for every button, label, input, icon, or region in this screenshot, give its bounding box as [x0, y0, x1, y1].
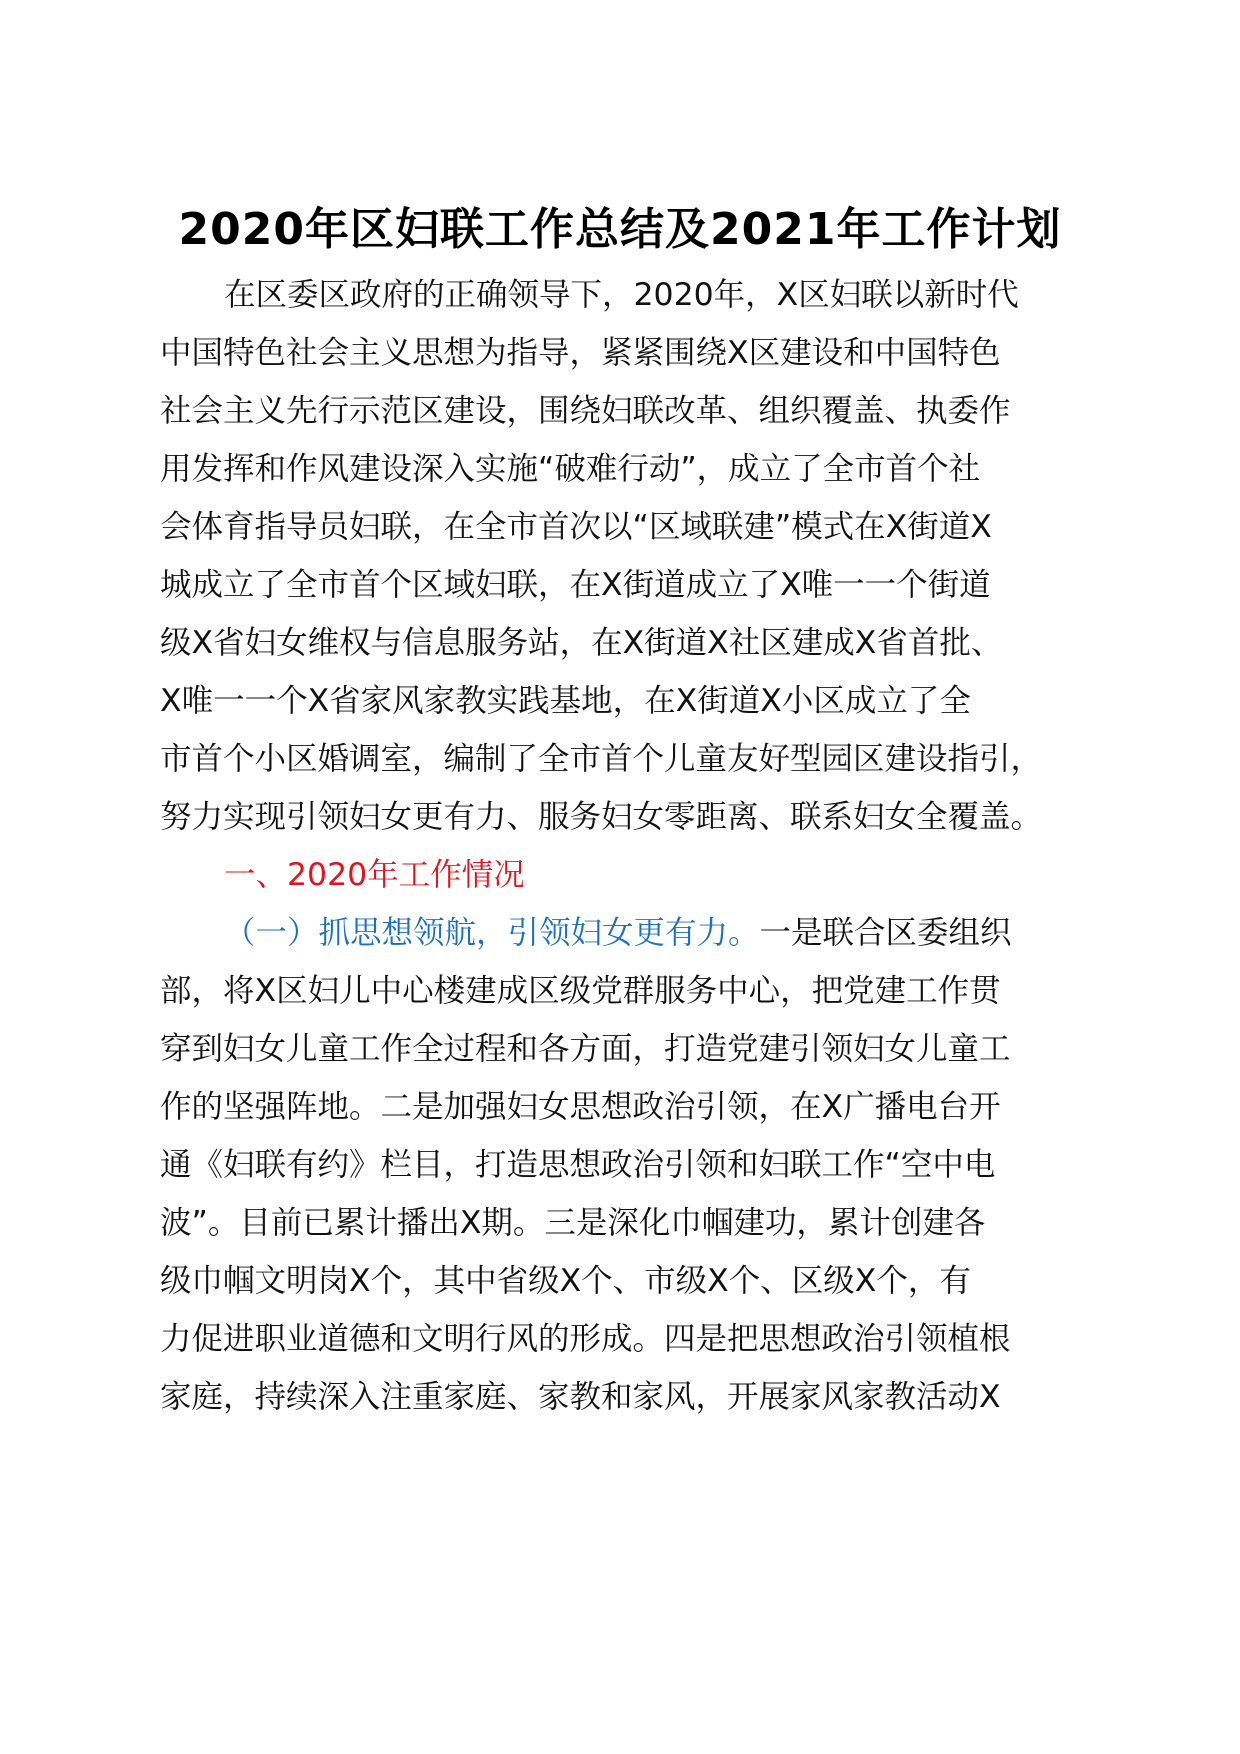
document-title: 2020年区妇联工作总结及2021年工作计划 — [178, 204, 1062, 255]
paragraph-line: 市首个小区婚调室，编制了全市首个儿童友好型园区建设指引， — [160, 741, 1043, 777]
paragraph-line: 力促进职业道德和文明行风的形成。四是把思想政治引领植根 — [160, 1321, 1011, 1357]
subsection-first-line-text: 一是联合区委组织 — [759, 915, 1012, 951]
paragraph-line: 级X省妇女维权与信息服务站，在X街道X社区建成X省首批、 — [160, 625, 1003, 661]
paragraph-line: 努力实现引领妇女更有力、服务妇女零距离、联系妇女全覆盖。 — [160, 799, 1043, 835]
paragraph-line: 穿到妇女儿童工作全过程和各方面，打造党建引领妇女儿童工 — [160, 1031, 1011, 1067]
paragraph-line: 通《妇联有约》栏目，打造思想政治引领和妇联工作“空中电 — [160, 1147, 996, 1183]
paragraph-line: 城成立了全市首个区域妇联，在X街道成立了X唯一一个街道 — [160, 567, 991, 603]
subsection-heading: （一）抓思想领航，引领妇女更有力。 — [224, 915, 760, 951]
paragraph-line: 家庭，持续深入注重家庭、家教和家风，开展家风家教活动X — [160, 1379, 1001, 1415]
paragraph-line: 会体育指导员妇联，在全市首次以“区域联建”模式在X街道X — [160, 509, 992, 545]
paragraph-line: 社会主义先行示范区建设，围绕妇联改革、组织覆盖、执委作 — [160, 393, 1011, 429]
subsection-first-line — [224, 911, 1012, 955]
paragraph-line: 中国特色社会主义思想为指导，紧紧围绕X区建设和中国特色 — [160, 335, 1001, 371]
paragraph-line: 波”。目前已累计播出X期。三是深化巾帼建功，累计创建各 — [160, 1205, 986, 1241]
paragraph-line: 用发挥和作风建设深入实施“破难行动”，成立了全市首个社 — [160, 451, 981, 487]
paragraph-line: 级巾帼文明岗X个，其中省级X个、市级X个、区级X个，有 — [160, 1263, 971, 1299]
paragraph-line: 部，将X区妇儿中心楼建成区级党群服务中心，把党建工作贯 — [160, 973, 1001, 1009]
paragraph-line: 作的坚强阵地。二是加强妇女思想政治引领，在X广播电台开 — [160, 1089, 1001, 1125]
paragraph-line: 在区委区政府的正确领导下，2020年，X区妇联以新时代 — [224, 277, 1019, 313]
section-heading: 一、2020年工作情况 — [224, 857, 525, 893]
paragraph-line: X唯一一个X省家风家教实践基地，在X街道X小区成立了全 — [160, 683, 971, 719]
